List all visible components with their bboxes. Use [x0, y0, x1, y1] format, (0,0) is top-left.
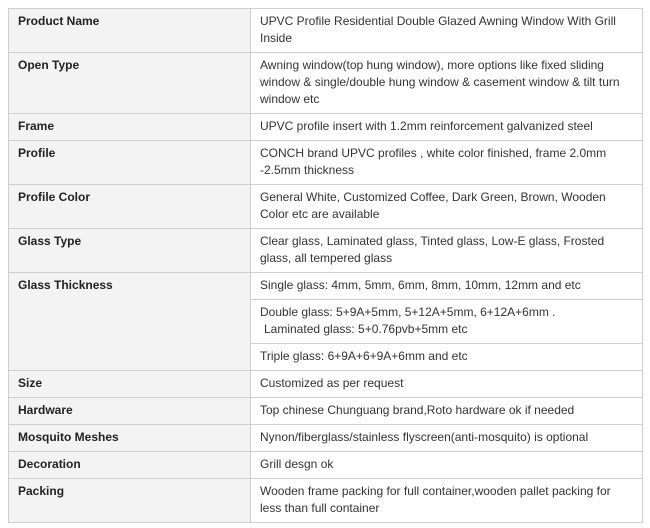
row-value: Customized as per request	[251, 371, 643, 398]
value-line: Double glass: 5+9A+5mm, 5+12A+5mm, 6+12A+6mm .	[260, 305, 556, 319]
table-row	[9, 452, 643, 479]
row-label: Profile	[9, 141, 251, 185]
row-value: Top chinese Chunguang brand,Roto hardware ok if needed	[251, 398, 643, 425]
row-label: Glass Thickness	[9, 273, 251, 371]
row-value: Awning window(top hung window), more options like fixed sliding window & single/double hung window & casement window & tilt turn window etc	[251, 53, 643, 114]
row-value: UPVC Profile Residential Double Glazed Awning Window With Grill Inside	[251, 9, 643, 53]
row-value	[251, 300, 643, 344]
row-value: CONCH brand UPVC profiles , white color finished, frame 2.0mm -2.5mm thickness	[251, 141, 643, 185]
table-row	[9, 273, 643, 300]
row-value: UPVC profile insert with 1.2mm reinforcement galvanized steel	[251, 114, 643, 141]
table-row	[9, 229, 643, 273]
table-row	[9, 9, 643, 53]
table-row	[9, 425, 643, 452]
table-row	[9, 114, 643, 141]
row-label: Frame	[9, 114, 251, 141]
table-row	[9, 185, 643, 229]
row-value: Clear glass, Laminated glass, Tinted glass, Low-E glass, Frosted glass, all tempered glass	[251, 229, 643, 273]
row-label: Profile Color	[9, 185, 251, 229]
row-value: Nynon/fiberglass/stainless flyscreen(anti-mosquito) is optional	[251, 425, 643, 452]
row-label: Decoration	[9, 452, 251, 479]
row-label: Product Name	[9, 9, 251, 53]
row-value: Grill desgn ok	[251, 452, 643, 479]
table-row	[9, 141, 643, 185]
row-value: Wooden frame packing for full container,wooden pallet packing for less than full container	[251, 479, 643, 523]
row-value: Single glass: 4mm, 5mm, 6mm, 8mm, 10mm, 12mm and etc	[251, 273, 643, 300]
row-value: Triple glass: 6+9A+6+9A+6mm and etc	[251, 344, 643, 371]
table-row	[9, 53, 643, 114]
value-line: Laminated glass: 5+0.76pvb+5mm etc	[264, 322, 468, 336]
table-row	[9, 479, 643, 523]
spec-table	[8, 8, 643, 523]
row-label: Size	[9, 371, 251, 398]
table-row	[9, 398, 643, 425]
row-value: General White, Customized Coffee, Dark Green, Brown, Wooden Color etc are available	[251, 185, 643, 229]
row-label: Packing	[9, 479, 251, 523]
table-row	[9, 371, 643, 398]
row-label: Hardware	[9, 398, 251, 425]
row-label: Mosquito Meshes	[9, 425, 251, 452]
row-label: Open Type	[9, 53, 251, 114]
row-label: Glass Type	[9, 229, 251, 273]
